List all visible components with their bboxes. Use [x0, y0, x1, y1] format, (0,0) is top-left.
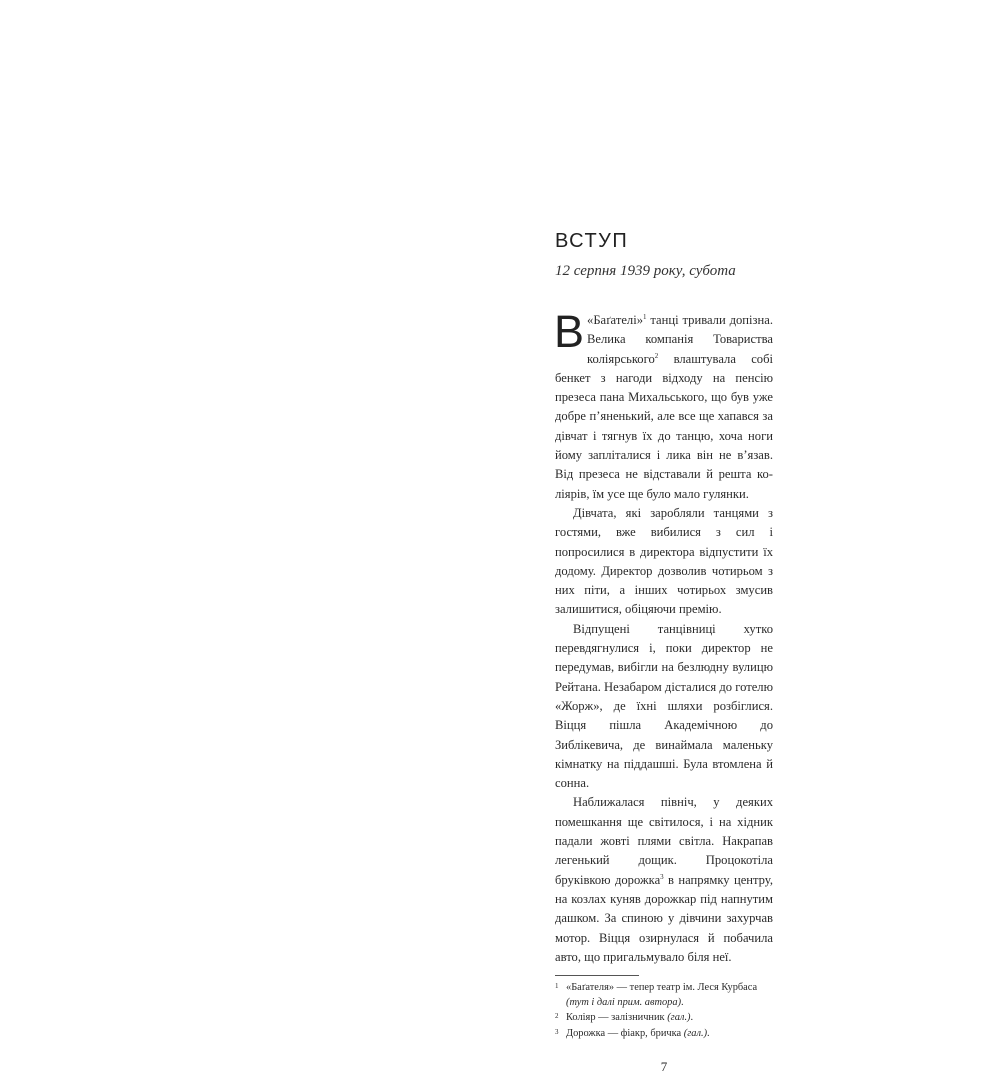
- footnote-text: Коліяр — залізничник: [566, 1012, 668, 1024]
- footnote-number: 1: [555, 982, 559, 991]
- paragraph-1: [554, 306, 773, 504]
- paragraph-4: [555, 793, 773, 967]
- footnote-2: [555, 1011, 773, 1026]
- footnote-tail: .: [707, 1027, 710, 1039]
- footnote-divider: [555, 975, 639, 976]
- page-number: 7: [660, 1059, 668, 1075]
- footnote-ref-2: 2: [654, 351, 659, 360]
- chapter-title: ВСТУП: [555, 230, 629, 252]
- paragraph-1-text-b: танці тривали допізна. Велика компанія Товариства коліярського: [587, 313, 773, 366]
- footnote-note: (тут і далі прим. автора): [566, 996, 682, 1008]
- footnote-3: [555, 1027, 773, 1042]
- footnote-tail: .: [690, 1012, 694, 1024]
- footnotes: [555, 981, 773, 1041]
- footnote-text: Дорожка — фіакр, бричка: [566, 1027, 684, 1039]
- body-text: [554, 306, 773, 967]
- paragraph-1-text-a: «Баґателі»: [587, 313, 643, 327]
- paragraph-4-text-a: Наближалася північ, у деяких помешкання ще світилося, і на хідник падали жовті плями світла. Накрапав легенький дощик. Процокотіла бруківкою дорожка: [555, 795, 773, 887]
- chapter-date: 12 серпня 1939 року, субота: [555, 263, 736, 279]
- footnote-number: 3: [555, 1027, 559, 1036]
- book-page: [555, 228, 773, 1075]
- footnote-tail: .: [681, 996, 684, 1008]
- paragraph-3: Відпущені танцівниці хутко перевдягнулися і, поки директор не передумав, вибігли на безлюдну вулицю Рейтана. Незабаром дісталися до готелю «Жорж», де їхні шляхи розбіглися. Віцця пішла Академічною до Зиблікевича, де винаймала маленьку кімнатку на піддашші. Була втомлена й сонна.: [555, 621, 773, 791]
- footnote-note: (гал.): [667, 1012, 691, 1024]
- footnote-number: 2: [555, 1012, 559, 1021]
- drop-cap: В: [554, 306, 585, 357]
- footnote-note: (гал.): [683, 1027, 708, 1039]
- paragraph-1-text-c: влаштувала собі бенкет з нагоди відходу на пенсію презеса пана Михальського, що був уже добре п’яненький, але все ще хапався за дівчат і тягнув їх до танцю, хоча ноги йому запліталися і лика він не в’язав. Від презеса не відставали й решта коліярів, їм усе ще було мало гулянки.: [555, 351, 773, 501]
- paragraph-4-text-b: в напрямку центру, на козлах куняв дорожкар під напнутим дашком. За спиною у дівчини захурчав мотор. Віцця озирнулася й побачила авто, що пригальмувало біля неї.: [555, 872, 773, 964]
- footnote-text: «Баґателя» — тепер театр ім. Леся Курбаса: [566, 982, 758, 994]
- footnote-ref-1: 1: [643, 312, 647, 321]
- footnote-1: [555, 981, 773, 1010]
- paragraph-2: Дівчата, які заробляли танцями з гостями, вже вибилися з сил і попросилися в директора відпустити їх додому. Директор дозволив чотирьом з них піти, а інших чотирьох змусив залишитися, обіцяючи премію.: [555, 505, 773, 617]
- footnote-ref-3: 3: [660, 872, 664, 881]
